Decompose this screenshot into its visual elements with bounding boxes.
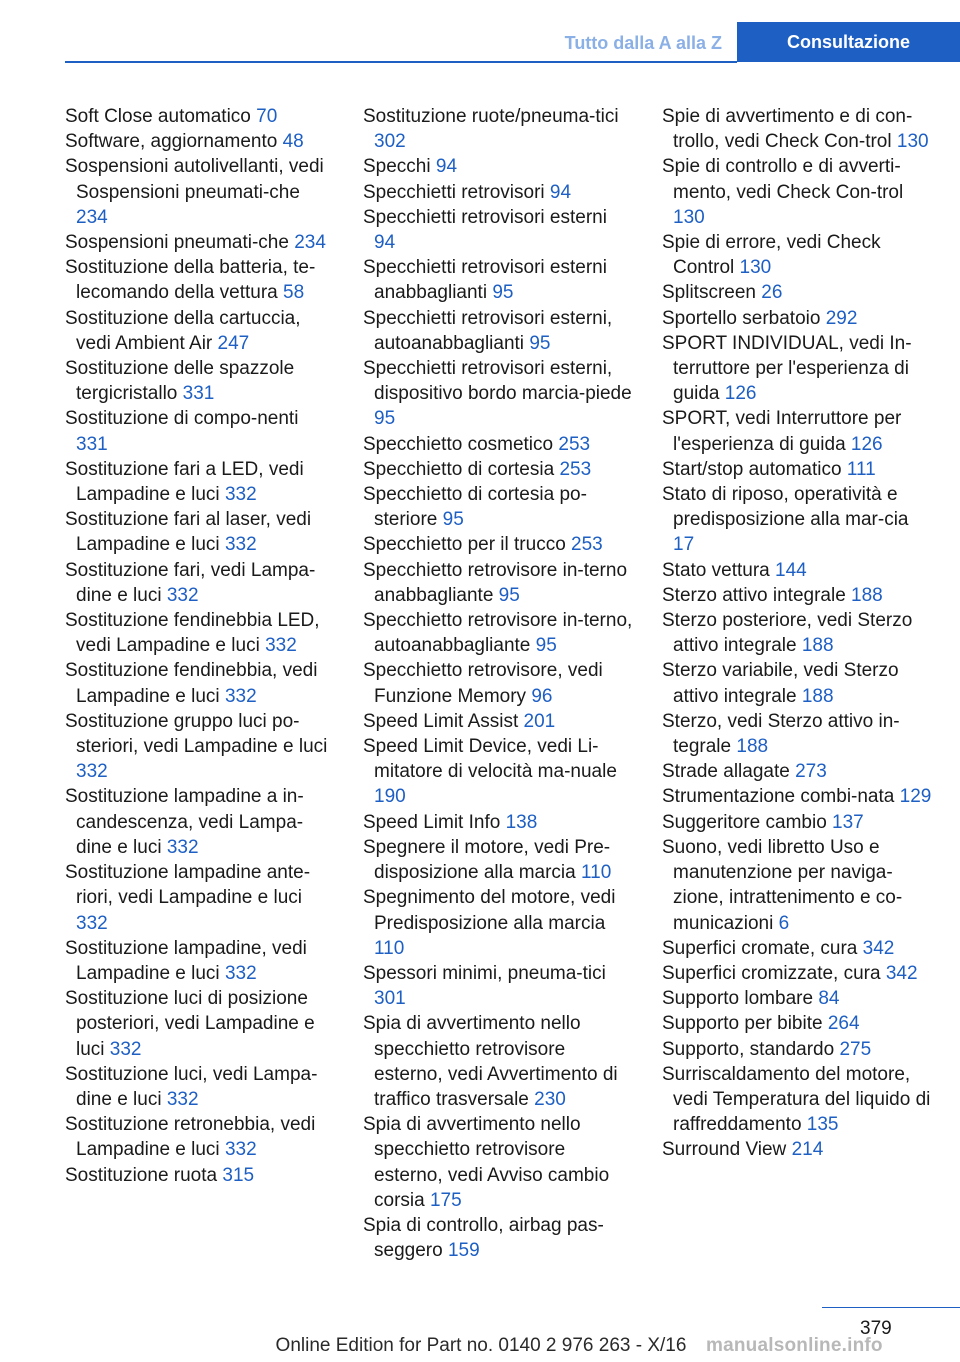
index-term: Sterzo variabile, vedi Sterzo attivo integrale	[662, 660, 899, 707]
index-term: Spia di controllo, airbag pas-seggero	[363, 1214, 604, 1262]
index-column-3	[662, 104, 932, 1163]
page-reference-link[interactable]: 201	[523, 710, 556, 732]
index-entry	[65, 608, 335, 658]
index-entry	[662, 104, 932, 154]
index-term: Spie di avvertimento e di con-trollo, vedi Check Con-trol	[662, 106, 913, 153]
page-reference-link[interactable]: 342	[862, 937, 895, 959]
index-term: Supporto lombare	[662, 988, 814, 1010]
index-term: Sostituzione di compo-nenti	[65, 408, 299, 430]
page-reference-link[interactable]: 94	[374, 232, 396, 254]
index-term: Stato di riposo, operatività e predisposizione alla mar-cia	[662, 484, 909, 531]
index-entry	[662, 961, 932, 986]
index-term: Sospensioni pneumati-che	[65, 232, 289, 254]
index-term: Specchietto per il trucco	[363, 534, 566, 556]
page-reference-link[interactable]: 96	[531, 685, 553, 707]
index-term: Sostituzione della cartuccia, vedi Ambient Air	[65, 307, 301, 354]
page-reference-link[interactable]: 234	[294, 232, 326, 254]
index-entry	[662, 583, 932, 608]
index-term: Sterzo, vedi Sterzo attivo in-tegrale	[662, 710, 900, 758]
index-term: Sostituzione lampadine, vedi Lampadine e luci	[65, 937, 307, 984]
index-term: Strade allagate	[662, 761, 790, 783]
index-term: Spie di errore, vedi Check Control	[662, 232, 881, 279]
index-entry	[363, 104, 633, 154]
page-reference-link[interactable]: 332	[166, 584, 199, 606]
index-entry	[363, 608, 633, 658]
page-header	[0, 0, 960, 62]
index-entry	[363, 180, 633, 205]
index-entry	[662, 1011, 932, 1036]
index-entry	[363, 482, 633, 532]
page-reference-link[interactable]: 332	[224, 1139, 257, 1161]
page-reference-link[interactable]: 273	[795, 761, 827, 783]
index-entry	[662, 331, 932, 407]
index-entry	[662, 936, 932, 961]
index-term: Speed Limit Device, vedi Li-mitatore di velocità ma-nuale	[363, 736, 617, 783]
page-reference-link[interactable]: 332	[224, 962, 257, 984]
page-reference-link[interactable]: 130	[896, 131, 929, 153]
index-entry	[65, 658, 335, 708]
page-reference-link[interactable]: 253	[559, 458, 592, 480]
index-term: Sostituzione luci, vedi Lampa-dine e luci	[65, 1063, 318, 1110]
index-entry	[65, 860, 335, 936]
page-reference-link[interactable]: 137	[832, 811, 864, 833]
index-entry	[65, 230, 335, 255]
index-term: Sostituzione fendinebbia, vedi Lampadine e luci	[65, 660, 318, 707]
index-entry	[662, 608, 932, 658]
index-term: Specchietto di cortesia po-steriore	[363, 484, 587, 531]
index-term: Sostituzione fendinebbia LED, vedi Lampadine e luci	[65, 610, 320, 657]
index-entry	[65, 507, 335, 557]
index-entry	[662, 658, 932, 708]
page-reference-link[interactable]: 130	[673, 206, 705, 228]
index-entry	[363, 432, 633, 457]
index-entry	[65, 306, 335, 356]
index-term: Spessori minimi, pneuma-tici	[363, 962, 606, 984]
index-entry	[363, 558, 633, 608]
index-entry	[662, 306, 932, 331]
edition-text: Online Edition for Part no. 0140 2 976 263 - X/16	[275, 1335, 687, 1356]
index-term: Spegnimento del motore, vedi Predisposizione alla marcia	[363, 887, 616, 934]
index-entry	[65, 784, 335, 860]
index-entry	[662, 1062, 932, 1138]
page-reference-link[interactable]: 26	[761, 282, 783, 304]
index-term: Sportello serbatoio	[662, 307, 821, 329]
page-reference-link[interactable]: 48	[282, 131, 304, 153]
index-term: Strumentazione combi-nata	[662, 786, 895, 808]
page-reference-link[interactable]: 275	[839, 1038, 872, 1060]
index-term: Sostituzione della batteria, te-lecomando della vettura	[65, 257, 316, 304]
page-reference-link[interactable]: 253	[571, 534, 603, 556]
page-reference-link[interactable]: 188	[801, 635, 834, 657]
page-reference-link[interactable]: 135	[806, 1114, 839, 1136]
page-reference-link[interactable]: 332	[76, 761, 108, 783]
index-entry	[363, 1213, 633, 1263]
index-entry	[363, 154, 633, 179]
page-reference-link[interactable]: 302	[374, 131, 406, 153]
index-term: Suggeritore cambio	[662, 811, 827, 833]
page-reference-link[interactable]: 332	[224, 534, 257, 556]
page-reference-link[interactable]: 230	[534, 1088, 566, 1110]
index-entry	[65, 936, 335, 986]
index-entry	[65, 1112, 335, 1162]
footer-rule	[822, 1307, 960, 1308]
index-entry	[65, 255, 335, 305]
page-reference-link[interactable]: 292	[825, 307, 858, 329]
index-term: Specchietti retrovisori esterni, autoanabbaglianti	[363, 307, 613, 354]
index-entry	[363, 961, 633, 1011]
page-reference-link[interactable]: 94	[435, 156, 458, 178]
index-term: Sostituzione fari, vedi Lampa-dine e luci	[65, 559, 316, 606]
index-entry	[65, 356, 335, 406]
index-term: Specchi	[363, 156, 431, 178]
page-reference-link[interactable]: 188	[851, 584, 883, 606]
page-reference-link[interactable]: 17	[673, 534, 695, 556]
page-reference-link[interactable]: 94	[549, 181, 572, 203]
page-reference-link[interactable]: 175	[429, 1189, 462, 1211]
index-entry	[363, 658, 633, 708]
page-reference-link[interactable]: 315	[222, 1164, 255, 1186]
page-reference-link[interactable]: 234	[76, 206, 108, 228]
index-entry	[363, 457, 633, 482]
index-entry	[662, 482, 932, 558]
index-term: Specchietto retrovisore in-terno anabbagliante	[363, 559, 628, 606]
index-term: Surriscaldamento del motore, vedi Temperatura del liquido di raffreddamento	[662, 1063, 931, 1136]
index-term: Sostituzione gruppo luci po-steriori, vedi Lampadine e luci	[65, 710, 328, 758]
index-entry	[662, 835, 932, 936]
index-entry	[363, 835, 633, 885]
watermark-text: manualsonline.info	[706, 1335, 883, 1356]
index-term: Start/stop automatico	[662, 458, 842, 480]
index-entry	[363, 205, 633, 255]
index-term: Superfici cromizzate, cura	[662, 962, 881, 984]
index-entry	[662, 810, 932, 835]
page-reference-link[interactable]: 332	[166, 836, 199, 858]
index-term: Specchietto cosmetico	[363, 433, 554, 455]
index-entry	[662, 709, 932, 759]
index-entry	[662, 154, 932, 230]
page-reference-link[interactable]: 95	[535, 635, 557, 657]
page-reference-link[interactable]: 95	[498, 584, 520, 606]
index-entry	[363, 255, 633, 305]
index-term: Suono, vedi libretto Uso e manutenzione per naviga-zione, intrattenimento e co-municazioni	[662, 836, 903, 934]
page-reference-link[interactable]: 331	[182, 383, 215, 405]
page-reference-link[interactable]: 188	[801, 685, 834, 707]
index-entry	[65, 129, 335, 154]
index-term: Stato vettura	[662, 559, 770, 581]
index-term: Spie di controllo e di avverti-mento, vedi Check Con-trol	[662, 156, 904, 203]
index-term: Sostituzione delle spazzole tergicristallo	[65, 358, 295, 405]
index-entry	[363, 306, 633, 356]
index-entry	[662, 280, 932, 305]
index-term: Sostituzione ruota	[65, 1164, 218, 1186]
page-reference-link[interactable]: 138	[505, 811, 538, 833]
index-term: Sostituzione fari a LED, vedi Lampadine e luci	[65, 458, 304, 506]
page-reference-link[interactable]: 247	[217, 332, 250, 354]
index-entry	[65, 986, 335, 1062]
page-reference-link[interactable]: 332	[224, 484, 257, 506]
index-term: Sterzo posteriore, vedi Sterzo attivo integrale	[662, 610, 913, 657]
index-term: Sospensioni autolivellanti, vedi Sospensioni pneumati-che	[65, 156, 324, 203]
index-term: Spia di avvertimento nello specchietto retrovisore esterno, vedi Avvertimento di traffico trasversale	[363, 1013, 618, 1110]
index-entry	[65, 1163, 335, 1188]
index-term: Sterzo attivo integrale	[662, 584, 846, 606]
index-entry	[65, 1062, 335, 1112]
page-reference-link[interactable]: 332	[265, 635, 297, 657]
index-entry	[363, 709, 633, 734]
page-reference-link[interactable]: 129	[899, 786, 932, 808]
page-reference-link[interactable]: 190	[374, 786, 406, 808]
index-entry	[363, 734, 633, 810]
index-term: Specchietti retrovisori esterni anabbaglianti	[363, 257, 607, 304]
index-term: Spegnere il motore, vedi Pre-disposizione alla marcia	[363, 836, 611, 884]
index-entry	[662, 230, 932, 280]
page-reference-link[interactable]: 130	[739, 257, 772, 279]
page-reference-link[interactable]: 126	[850, 433, 883, 455]
page-reference-link[interactable]: 6	[778, 912, 790, 934]
page-reference-link[interactable]: 188	[736, 736, 769, 758]
page-reference-link[interactable]: 331	[76, 433, 108, 455]
index-term: SPORT INDIVIDUAL, vedi In-terruttore per l'esperienza di guida	[662, 332, 912, 405]
index-term: Specchietto retrovisore, vedi Funzione Memory	[363, 660, 603, 707]
page-reference-link[interactable]: 111	[846, 458, 876, 480]
index-entry	[662, 1037, 932, 1062]
page-reference-link[interactable]: 126	[724, 383, 757, 405]
index-entry	[662, 558, 932, 583]
index-entry	[65, 104, 335, 129]
index-term: Surround View	[662, 1139, 787, 1161]
index-term: Supporto, standardo	[662, 1038, 835, 1060]
index-term: Specchietti retrovisori esterni	[363, 206, 607, 228]
index-entry	[65, 406, 335, 456]
index-term: Sostituzione fari al laser, vedi Lampadine e luci	[65, 509, 312, 556]
index-entry	[363, 1011, 633, 1112]
index-entry	[65, 457, 335, 507]
page-reference-link[interactable]: 95	[492, 282, 514, 304]
index-entry	[65, 154, 335, 230]
index-term: Sostituzione retronebbia, vedi Lampadine e luci	[65, 1114, 316, 1161]
page-reference-link[interactable]: 264	[827, 1013, 860, 1035]
page-reference-link[interactable]: 110	[374, 937, 405, 959]
page-reference-link[interactable]: 95	[374, 408, 396, 430]
index-term: Specchietto di cortesia	[363, 458, 555, 480]
index-term: Speed Limit Assist	[363, 710, 519, 732]
page-reference-link[interactable]: 332	[224, 685, 257, 707]
section-title: Tutto dalla A alla Z	[564, 33, 722, 53]
index-term: Specchietto retrovisore in-terno, autoanabbagliante	[363, 610, 633, 657]
page-reference-link[interactable]: 332	[76, 912, 108, 934]
index-entry	[662, 406, 932, 456]
index-term: Supporto per bibite	[662, 1013, 823, 1035]
index-term: Sostituzione lampadine a in-candescenza, vedi Lampa-dine e luci	[65, 786, 304, 858]
page-number: 379	[860, 1318, 892, 1339]
page-reference-link[interactable]: 84	[818, 988, 840, 1010]
index-term: Spia di avvertimento nello specchietto retrovisore esterno, vedi Avviso cambio corsia	[363, 1114, 610, 1211]
page-reference-link[interactable]: 332	[166, 1088, 199, 1110]
index-term: SPORT, vedi Interruttore per l'esperienza di guida	[662, 408, 902, 455]
page-reference-link[interactable]: 58	[283, 282, 305, 304]
index-entry	[662, 986, 932, 1011]
index-term: Soft Close automatico	[65, 106, 251, 127]
index-entry	[363, 810, 633, 835]
index-column-2	[363, 104, 633, 1263]
index-entry	[662, 457, 932, 482]
page-reference-link[interactable]: 159	[447, 1240, 480, 1262]
page-reference-link[interactable]: 70	[256, 106, 278, 127]
page-reference-link[interactable]: 342	[885, 962, 918, 984]
index-entry	[662, 1137, 932, 1162]
index-entry	[662, 759, 932, 784]
page-reference-link[interactable]: 253	[558, 433, 591, 455]
page-reference-link[interactable]: 95	[529, 332, 551, 354]
header-rule	[65, 61, 737, 63]
index-entry	[662, 784, 932, 809]
index-term: Superfici cromate, cura	[662, 937, 858, 959]
index-term: Software, aggiornamento	[65, 131, 278, 153]
index-entry	[65, 709, 335, 785]
page-reference-link[interactable]: 110	[581, 862, 612, 884]
index-term: Sostituzione luci di posizione posteriori, vedi Lampadine e luci	[65, 988, 315, 1060]
page-reference-link[interactable]: 332	[109, 1038, 142, 1060]
index-term: Specchietti retrovisori	[363, 181, 545, 203]
index-entry	[363, 532, 633, 557]
page-reference-link[interactable]: 214	[791, 1139, 824, 1161]
index-column-1	[65, 104, 335, 1188]
index-entry	[363, 1112, 633, 1213]
index-entry	[65, 558, 335, 608]
index-entry	[363, 356, 633, 432]
index-term: Splitscreen	[662, 282, 756, 304]
chapter-tab[interactable]: Consultazione	[737, 22, 960, 62]
index-term: Specchietti retrovisori esterni, dispositivo bordo marcia-piede	[363, 358, 632, 405]
index-term: Sostituzione lampadine ante-riori, vedi Lampadine e luci	[65, 862, 311, 909]
page-reference-link[interactable]: 95	[442, 509, 464, 531]
page-reference-link[interactable]: 144	[775, 559, 807, 581]
page-reference-link[interactable]: 301	[374, 988, 406, 1010]
index-entry	[363, 885, 633, 961]
index-term: Sostituzione ruote/pneuma-tici	[363, 106, 619, 127]
index-term: Speed Limit Info	[363, 811, 501, 833]
